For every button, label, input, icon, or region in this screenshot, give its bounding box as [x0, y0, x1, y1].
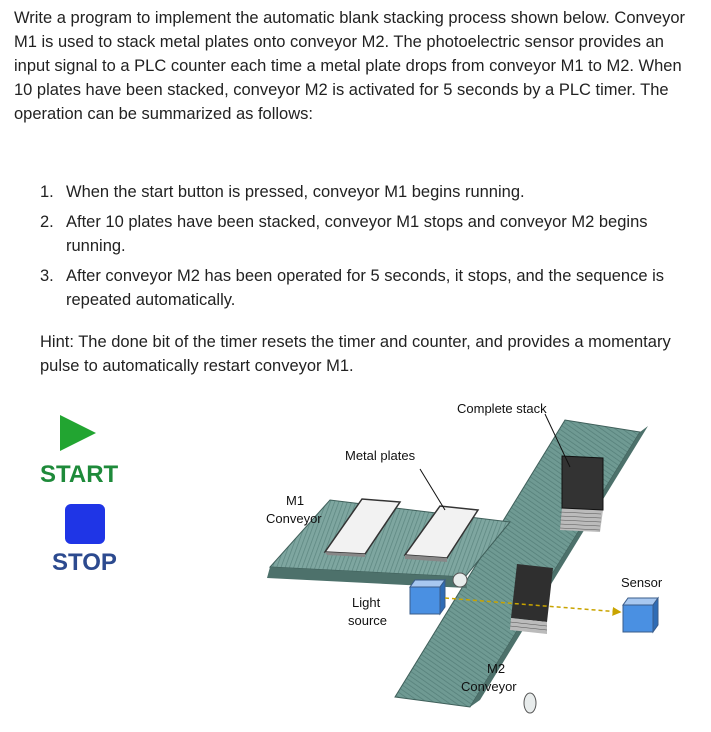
step-number: 2. — [40, 213, 54, 231]
step-item — [40, 180, 690, 204]
stacking-diagram — [255, 392, 695, 722]
hint-text: Hint: The done bit of the timer resets the timer and counter, and provides a momentary pulse to automatically restart conveyor M1. — [40, 333, 671, 375]
light-source-block — [410, 580, 445, 614]
complete-stack — [560, 456, 603, 532]
m1-label: M1 — [286, 493, 305, 508]
step-item — [40, 264, 690, 312]
step-number: 3. — [40, 267, 54, 285]
sensor-block — [623, 598, 658, 632]
operation-steps — [40, 180, 690, 318]
metal-plates-leader — [420, 469, 445, 510]
stop-button-label[interactable]: STOP — [52, 549, 117, 576]
sensor-label: Sensor — [621, 575, 663, 590]
step-text: After conveyor M2 has been operated for 5 seconds, it stops, and the sequence is repeated automatically. — [66, 267, 665, 309]
light-source-label: Light — [352, 595, 381, 610]
m2-conveyor-label: Conveyor — [461, 679, 517, 694]
play-icon[interactable] — [60, 415, 96, 451]
complete-stack-label: Complete stack — [457, 401, 547, 416]
stop-icon[interactable] — [65, 504, 105, 544]
problem-description: Write a program to implement the automatic blank stacking process shown below. Conveyor M1 is used to stack metal plates onto conveyor M2. The photoelectric sensor provides an input signal to a PLC counter each time a metal plate drops from conveyor M1 to M2. When 10 plates have been stacked, conveyor M2 is activated for 5 seconds by a PLC timer. The operation can be summarized as follows: — [14, 9, 686, 123]
step-number: 1. — [40, 183, 54, 201]
m2-label: M2 — [487, 661, 506, 676]
start-button-label[interactable]: START — [40, 461, 119, 488]
metal-plates-label: Metal plates — [345, 448, 416, 463]
partial-stack — [510, 564, 553, 634]
m1-conveyor-label: Conveyor — [266, 511, 322, 526]
step-item — [40, 210, 690, 258]
light-source-label-2: source — [348, 613, 388, 628]
step-text: When the start button is pressed, conveyor M1 begins running. — [66, 183, 525, 201]
step-text: After 10 plates have been stacked, conveyor M1 stops and conveyor M2 begins running. — [66, 213, 648, 255]
